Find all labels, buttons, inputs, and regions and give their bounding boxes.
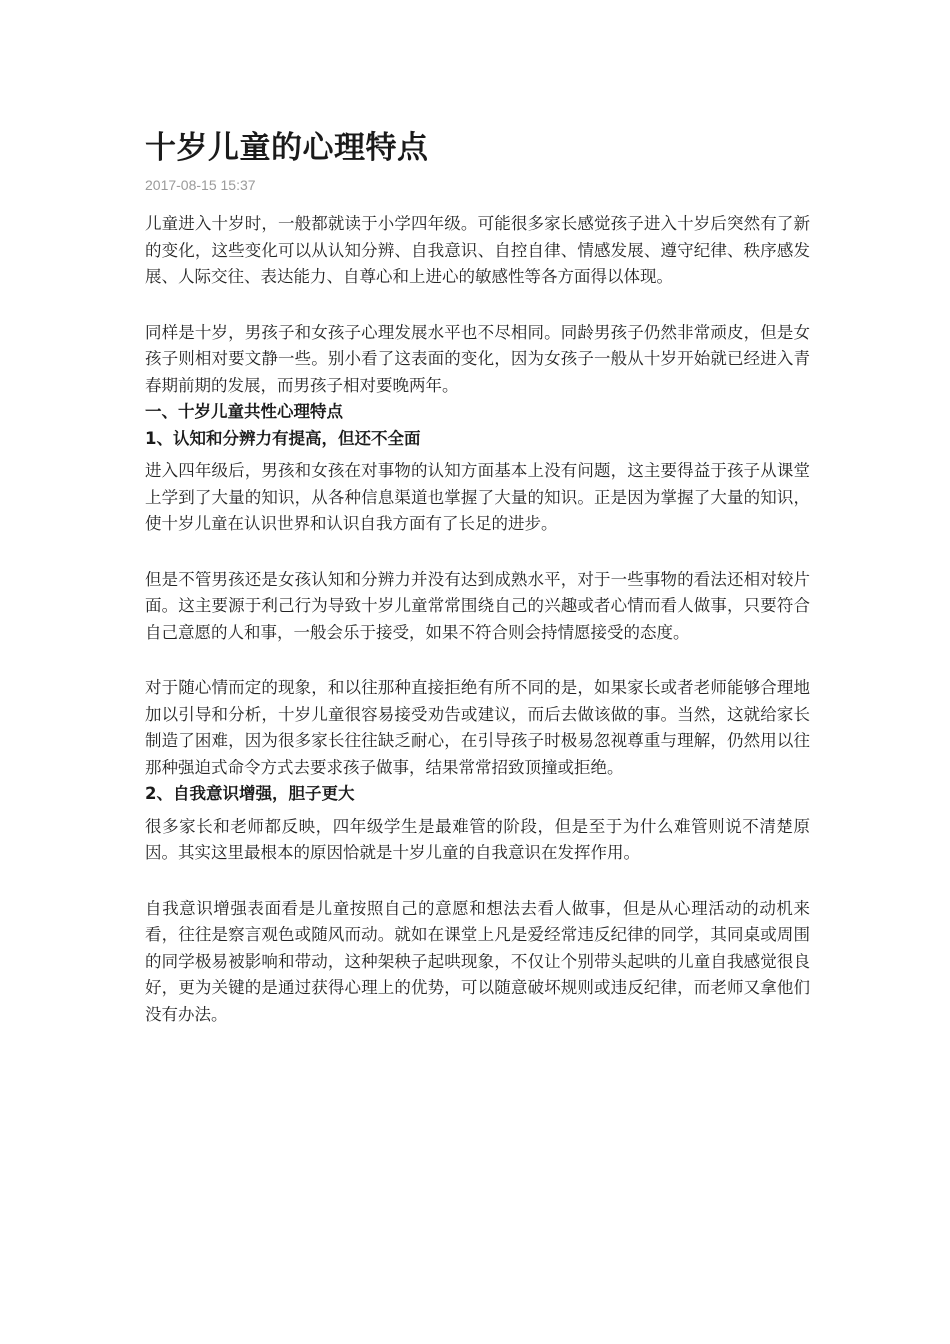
paragraph-intro: 儿童进入十岁时，一般都就读于小学四年级。可能很多家长感觉孩子进入十岁后突然有了新的变化，这些变化可以从认知分辨、自我意识、自控自律、情感发展、遵守纪律、秩序感发展、人际交往、表达能力、自尊心和上进心的敏感性等各方面得以体现。 [145,214,810,286]
subheading-cognition: 1、认知和分辨力有提高，但还不全面 [145,428,421,448]
article-body [145,211,810,1028]
subheading-self-awareness: 2、自我意识增强，胆子更大 [145,784,355,803]
article-title: 十岁儿童的心理特点 [145,130,429,166]
publish-date: 2017-08-15 15:37 [145,177,256,193]
paragraph-hard-to-manage: 很多家长和老师都反映，四年级学生是最难管的阶段，但是至于为什么难管则说不清楚原因。其实这里最根本的原因恰就是十岁儿童的自我意识在发挥作用。 [145,816,810,862]
paragraph-cognition-progress: 进入四年级后，男孩和女孩在对事物的认知方面基本上没有问题，这主要得益于孩子从课堂上学到了大量的知识，从各种信息渠道也掌握了大量的知识。正是因为掌握了大量的知识，使十岁儿童在认识世界和认识自我方面有了长足的进步。 [145,461,810,533]
paragraph-gender-difference: 同样是十岁，男孩子和女孩子心理发展水平也不尽相同。同龄男孩子仍然非常顽皮，但是女孩子则相对要文静一些。别小看了这表面的变化，因为女孩子一般从十岁开始就已经进入青春期前期的发展，而男孩子相对要晚两年。 [145,322,810,395]
paragraph-guidance: 对于随心情而定的现象，和以往那种直接拒绝有所不同的是，如果家长或者老师能够合理地加以引导和分析，十岁儿童很容易接受劝告或建议，而后去做该做的事。当然，这就给家长制造了困难，因为很多家长往往缺乏耐心，在引导孩子时极易忽视尊重与理解，仍然用以往那种强迫式命令方式去要求孩子做事，结果常常招致顶撞或拒绝。 [145,678,810,777]
article [145,126,810,1028]
paragraph-cognition-limits: 但是不管男孩还是女孩认知和分辨力并没有达到成熟水平，对于一些事物的看法还相对较片面。这主要源于利己行为导致十岁儿童常常围绕自己的兴趣或者心情而看人做事，只要符合自己意愿的人和事，一般会乐于接受，如果不符合则会持情愿接受的态度。 [145,569,810,642]
paragraph-self-awareness: 自我意识增强表面看是儿童按照自己的意愿和想法去看人做事，但是从心理活动的动机来看，往往是察言观色或随风而动。就如在课堂上凡是爱经常违反纪律的同学，其同桌或周围的同学极易被影响和带动，这种架秧子起哄现象，不仅让个别带头起哄的儿童自我感觉很良好，更为关键的是通过获得心理上的优势，可以随意破坏规则或违反纪律，而老师又拿他们没有办法。 [145,898,810,1024]
section-heading-common-traits: 一、十岁儿童共性心理特点 [145,402,343,421]
